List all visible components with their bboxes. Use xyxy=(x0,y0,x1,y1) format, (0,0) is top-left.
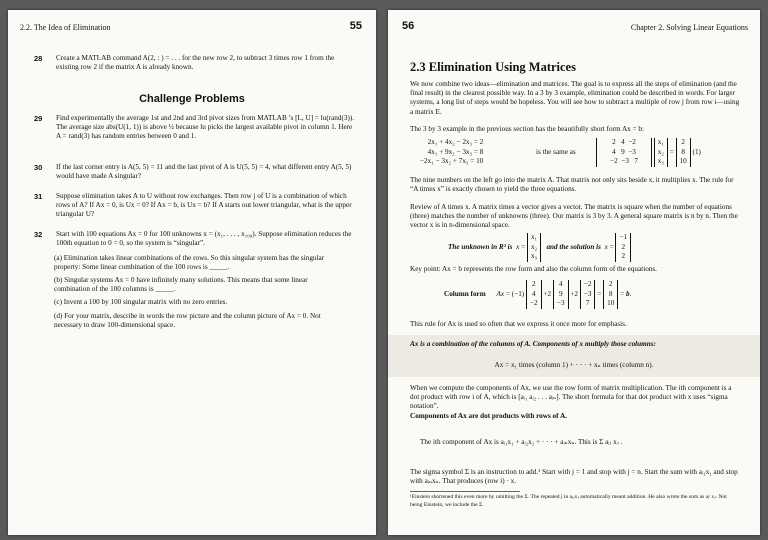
right-page xyxy=(388,10,760,535)
equation-row: 2x₁ + 4x₂ − 2x₃ = 2 xyxy=(427,138,484,146)
key-point: Key point: Ax = b represents the row form and also the column form of the equations. xyxy=(410,265,657,273)
solution-label: and the solution is xyxy=(546,242,601,251)
equation-row: −2x₁ − 3x₂ + 7x₃ = 10 xyxy=(420,157,484,165)
section-title: 2.3 Elimination Using Matrices xyxy=(410,60,576,74)
components-paragraph: When we compute the components of Ax, we use the row form of matrix multiplication. The ith component is a dot product with row i of A, which is [aᵢ₁ aᵢ₂ . . . aᵢₙ]. The short formula for that dot product with x uses “sigma notation”. xyxy=(410,384,732,411)
nine-numbers-paragraph: The nine numbers on the left go into the matrix A. That matrix not only sits beside x, it multiplies x. The rule for “A times x” is exactly chosen to yield the three equations. xyxy=(410,176,734,194)
column-form-row: Column form Ax = (−1) 2 4 −2 +2 4 9 −3 +2 −2 −3 7 = 2 8 10 = b. xyxy=(444,280,632,307)
column-3: −2 −3 7 xyxy=(580,280,596,309)
problem-text: If the last corner entry is A(5, 5) = 11 and the last pivot of A is U(5, 5) = 4, what different entry A(5, 5) would have made A singular? xyxy=(56,163,352,181)
emphasis-line: This rule for Ax is used so often that we express it once more for emphasis. xyxy=(410,320,627,328)
chapter-header: Chapter 2. Solving Linear Equations xyxy=(630,23,748,32)
unknown-label: The unknown in R³ is xyxy=(448,242,513,251)
problem-number: 32 xyxy=(34,230,43,239)
subpart-a: (a) Elimination takes linear combinations of the rows. So this singular system has the singular property: Some linear combination of the 100 rows is _____. xyxy=(54,254,325,272)
problem-text: Suppose elimination takes A to U without row exchanges. Then row j of U is a combination of which rows of A? If Ax = 0, is Ux = 0? If Ax = b, is Ux = b? If A starts out lower triangular, what is the upper triangular U? xyxy=(56,192,352,219)
equation-system xyxy=(420,138,483,167)
subpart-d: (d) For your matrix, describe in words the row picture and the column picture of Ax = 0. Not necessary to draw 100-dimensional space. xyxy=(54,312,321,330)
column-form-label: Column form xyxy=(444,289,486,298)
footnote: ¹Einstein shortened this even more by omitting the Σ. The repeated j in aᵢⱼxⱼ automatically meant addition. He also wrote the sum as aᵢʲ xⱼ. Not being Einstein, we include the Σ. xyxy=(410,494,727,508)
problem-text: Start with 100 equations Ax = 0 for 100 unknowns x = (x₁, . . . , x₁₀₀). Suppose elimination reduces the 100th equation to 0 = 0, so the system is “singular”. xyxy=(56,230,352,248)
problem-number: 31 xyxy=(34,192,43,201)
column-1: 2 4 −2 xyxy=(526,280,542,309)
sigma-paragraph: The sigma symbol Σ is an instruction to add.¹ Start with j = 1 and stop with j = n. Start the sum with aᵢ₁x₁ and stop with aᵢₙxₙ. That produces (row i) · x. xyxy=(410,468,738,486)
page-number: 55 xyxy=(349,20,362,32)
problem-number: 30 xyxy=(34,163,43,172)
problem-text: Create a MATLAB command A(2, : ) = . . . for the new row 2, to subtract 3 times row 1 from the existing row 2 if the matrix A is already known. xyxy=(56,54,335,72)
same-as-label: is the same as xyxy=(536,148,576,156)
review-paragraph: Review of A times x. A matrix times a vector gives a vector. The matrix is square when the number of equations (three) matches the number of unknowns (three). Our matrix is 3 by 3. A general square matrix is n by n. Then the vector x is in n-dimensional space. xyxy=(410,203,738,230)
left-page xyxy=(8,10,376,535)
combination-statement: Ax is a combination of the columns of A. Components of x multiply those columns: xyxy=(410,340,656,348)
subpart-b: (b) Singular systems Ax = 0 have infinitely many solutions. This means that some linear combination of the 100 columns is _____. xyxy=(54,276,308,294)
vector-x: x₁ x₂ x₃ xyxy=(527,233,541,262)
equation-tag: (1) xyxy=(692,147,701,156)
example-line: The 3 by 3 example in the previous section has the beautifully short form Ax = b: xyxy=(410,125,645,133)
vector-b: 2 8 10 xyxy=(603,280,618,309)
section-header: 2.2. The Idea of Elimination xyxy=(20,23,111,32)
problem-number: 28 xyxy=(34,54,43,63)
subpart-c: (c) Invent a 100 by 100 singular matrix with no zero entries. xyxy=(54,298,228,306)
equation-row: 4x₁ + 9x₂ − 3x₃ = 8 xyxy=(427,147,484,156)
solution-vector: −1 2 2 xyxy=(615,233,631,262)
vector-b: 2 8 10 xyxy=(676,138,691,167)
problem-number: 29 xyxy=(34,114,43,123)
matrix-equation: 2 4 −2 4 9 −3 −2 −3 7 x₁ x₂ x₃ = 2 8 10 (1) xyxy=(596,138,701,167)
footnote-rule xyxy=(410,491,520,492)
unknown-solution-row: The unknown in R³ is x = x₁ x₂ x₃ and the solution is x = −1 2 2 xyxy=(448,233,631,262)
column-2: 4 9 −3 xyxy=(553,280,569,309)
ith-component-formula: The ith component of Ax is aᵢ₁x₁ + aᵢ₂x₂ + · · · + aᵢₙxₙ. This is Σ aᵢⱼ xⱼ . xyxy=(420,438,623,446)
vector-x: x₁ x₂ x₃ xyxy=(654,138,668,167)
challenge-title: Challenge Problems xyxy=(139,93,245,105)
intro-paragraph: We now combine two ideas—elimination and matrices. The goal is to express all the steps of elimination (and the final result) in the clearest possible way. In a 3 by 3 example, elimination could be described in words. For larger systems, a long list of steps would be hopeless. You will see how to subtract a multiple of row j from row i—using a matrix E. xyxy=(410,80,740,116)
bold-statement: Components of Ax are dot products with rows of A. xyxy=(410,412,567,420)
matrix-A: 2 4 −2 4 9 −3 −2 −3 7 xyxy=(596,138,652,167)
combination-equation: Ax = x₁ times (column 1) + · · · + xₙ times (column n). xyxy=(494,361,654,369)
page-number: 56 xyxy=(402,20,415,32)
problem-text: Find experimentally the average 1st and 2nd and 3rd pivot sizes from MATLAB ’s [L, U] = lu(rand(3)). The average size abs(U(1, 1)) is above ½ because lu picks the largest available pivot in column 1. Here A = rand(3) has random entries between 0 and 1. xyxy=(56,114,355,141)
